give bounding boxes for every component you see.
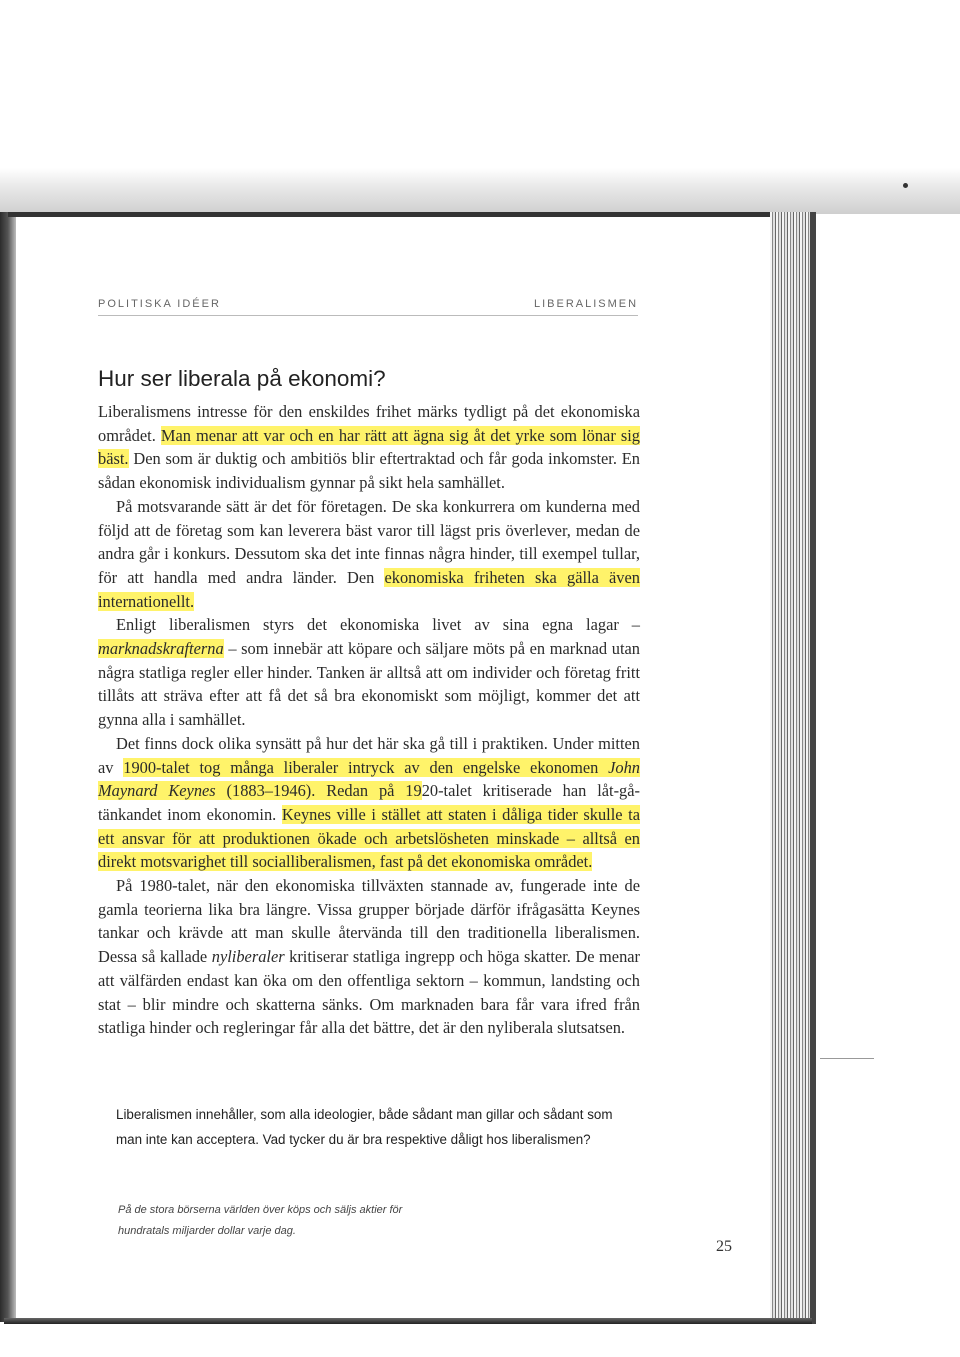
scan-mark	[820, 1058, 874, 1059]
text-run: nyliberaler	[211, 947, 285, 967]
book-spine-shadow	[810, 212, 816, 1324]
text-run: 20-talet kritiserade han låt-gå-tänkandet inom ekonomin.	[98, 781, 640, 824]
text-run: Enligt liberalismen styrs det ekonomiska livet av sina egna lagar –	[116, 615, 640, 635]
scan-top-shadow	[0, 168, 960, 214]
text-run: Den som är duktig och ambitiös blir eftertraktad och får goda inkomster. En sådan ekonomisk individualism gynnar på sikt hela samhället.	[98, 449, 640, 493]
scan-top-edge	[8, 212, 808, 217]
highlighted-text: ekonomiska friheten ska gälla även internationellt.	[98, 567, 640, 611]
section-heading: Hur ser liberala på ekonomi?	[98, 366, 386, 391]
text-run: Det finns dock olika synsätt på hur det här ska gå till i praktiken. Under mitten av	[98, 733, 640, 777]
scan-speck	[903, 183, 908, 188]
text-run: kritiserar statliga ingrepp och höga skatter. De menar att välfärden endast kan öka om den offentliga sektorn – kommun, landsting och stat – blir mindre och skatterna sänks. Om marknaden bara får vara ifred från statliga hinder och regleringar får alla det bättre, det är den nyliberala slutsatsen.	[98, 947, 640, 1038]
body-paragraph	[98, 874, 640, 1040]
highlighted-text: Keynes ville i stället att staten i dåliga tider skulle ta ett ansvar för att produktionen ökade och arbetslösheten minskade – alltså en direkt motsvarighet till socialliberalismen, fast på det ekonomiska området.	[98, 804, 640, 872]
running-head-rule	[98, 315, 638, 316]
body-text	[98, 400, 640, 1040]
text-run: På 1980-talet, när den ekonomiska tillväxten stannade av, fungerade inte de gamla teorierna lika bra längre. Vissa grupper började därför ifrågasätta Keynes tankar och krävde att man skulle återvända till den traditionella liberalismen. Dessa så kallade	[98, 876, 640, 967]
text-run: – som innebär att köpare och säljare möts på en marknad utan några statliga regler eller hinder. Tanken är alltså att om individer och företag fritt tillåts att sträva efter att få det så bra ekonomiskt som möjligt, kommer det att gynna alla i samhället.	[98, 639, 640, 730]
highlighted-text: 1900-talet tog många liberaler intryck av den engelske ekonomen	[123, 757, 609, 777]
running-head-left: POLITISKA IDÉER	[98, 298, 221, 310]
body-paragraph	[98, 613, 640, 732]
running-head-right: LIBERALISMEN	[534, 298, 639, 310]
text-run: Liberalismens intresse för den enskildes frihet märks tydligt på det ekonomiska området.	[98, 402, 640, 445]
body-paragraph	[98, 400, 640, 495]
highlighted-text: John Maynard Keynes	[98, 757, 640, 801]
text-run: På motsvarande sätt är det för företagen. De ska konkurrera om kunderna med följd att de företag som kan leverera bäst varor till lägst pris överlever, medan de andra går i konkurs. Dessutom ska det inte finnas några hinder, till exempel tullar, för att handla med andra länder. Den	[98, 496, 640, 587]
scan-bottom-edge	[4, 1318, 812, 1324]
highlighted-text: Man menar att var och en har rätt att ägna sig åt det yrke som lönar sig bäst.	[98, 425, 640, 469]
highlighted-text: marknadskrafterna	[98, 639, 224, 659]
page-number: 25	[716, 1238, 732, 1255]
discussion-question: Liberalismen innehåller, som alla ideologier, både sådant man gillar och sådant som man inte kan acceptera. Vad tycker du är bra respektive dåligt hos liberalismen?	[116, 1107, 613, 1147]
highlighted-text: (1883–1946). Redan på 19	[215, 781, 422, 801]
scan-left-edge	[0, 212, 16, 1322]
photo-caption: På de stora börserna världen över köps och säljs aktier för hundratals miljarder dollar varje dag.	[118, 1204, 403, 1237]
body-paragraph	[98, 495, 640, 614]
body-paragraph	[98, 732, 640, 874]
